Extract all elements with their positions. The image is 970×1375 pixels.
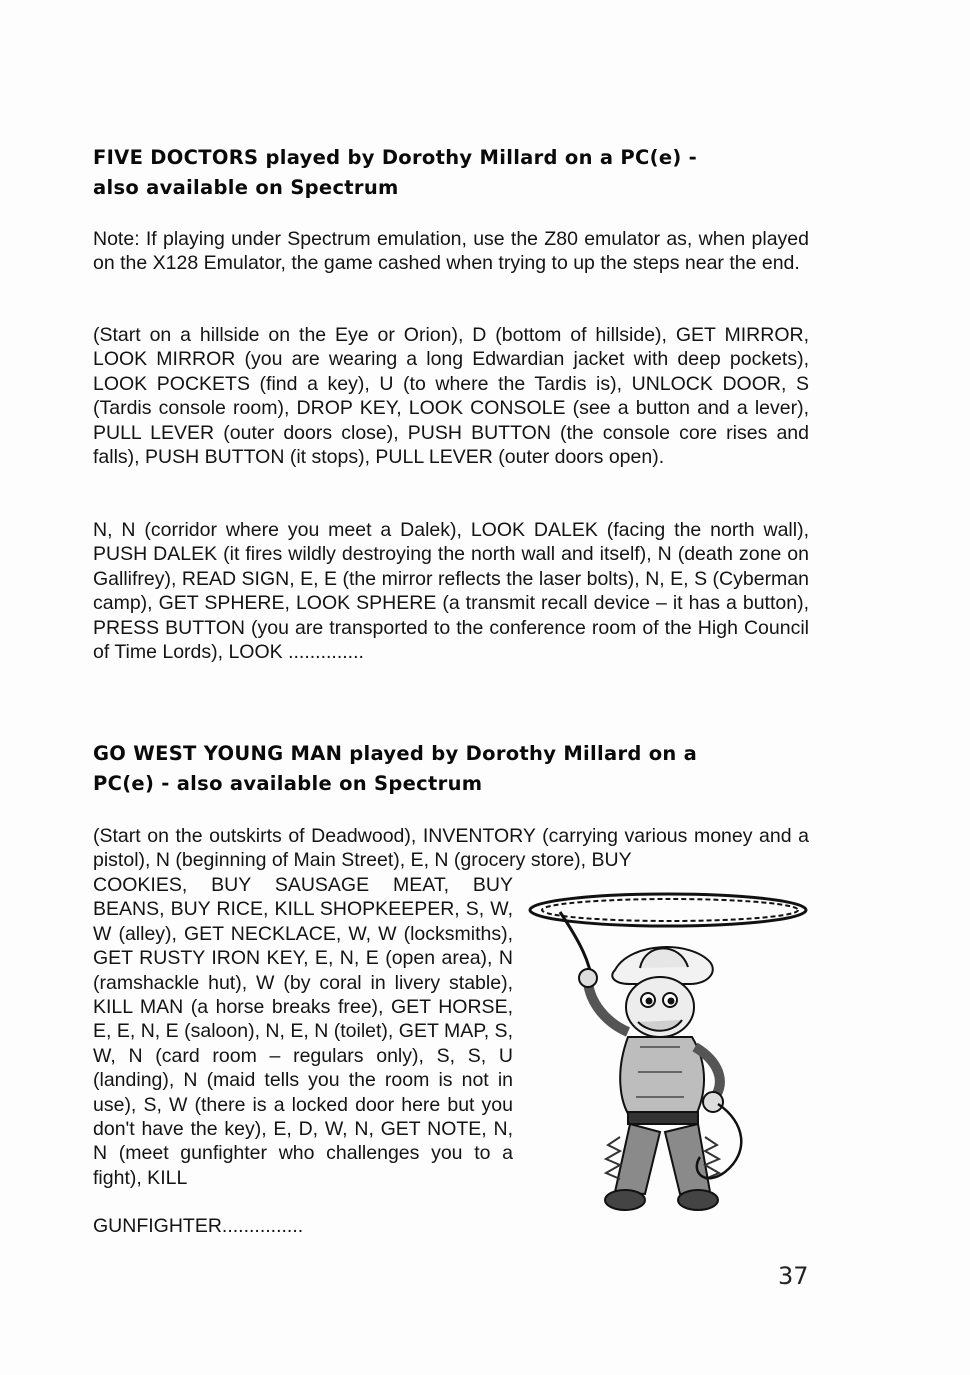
section-heading-five-doctors bbox=[93, 143, 793, 203]
walkthrough-paragraph-3: (Start on the outskirts of Deadwood), INVENTORY (carrying various money and a pistol), N (beginning of Main Street), E, N (grocery store), BUY bbox=[93, 825, 809, 872]
walkthrough-paragraph-1: (Start on a hillside on the Eye or Orion), D (bottom of hillside), GET MIRROR, LOOK MIRROR (you are wearing a long Edwardian jacket with deep pockets), LOOK POCKETS (find a key), U (to where the Tardis is), UNLOCK DOOR, S (Tardis console room), DROP KEY, LOOK CONSOLE (see a button and a lever), PULL LEVER (outer doors close), PUSH BUTTON (the console core rises and falls), PUSH BUTTON (it stops), PULL LEVER (outer doors open). bbox=[93, 324, 809, 469]
cowboy-lasso-illustration bbox=[520, 872, 820, 1222]
heading-line-1: FIVE DOCTORS played by Dorothy Millard on a PC(e) - bbox=[93, 146, 698, 169]
heading-line-2: PC(e) - also available on Spectrum bbox=[93, 772, 483, 795]
section-heading-go-west bbox=[93, 739, 793, 799]
heading-line-1: GO WEST YOUNG MAN played by Dorothy Millard on a bbox=[93, 742, 698, 765]
note-paragraph: Note: If playing under Spectrum emulation, use the Z80 emulator as, when played on the X128 Emulator, the game cashed when trying to up the steps near the end. bbox=[93, 228, 809, 275]
walkthrough-paragraph-2: N, N (corridor where you meet a Dalek), LOOK DALEK (facing the north wall), PUSH DALEK (it fires wildly destroying the north wall and itself), N (death zone on Gallifrey), READ SIGN, E, E (the mirror reflects the laser bolts), N, E, S (Cyberman camp), GET SPHERE, LOOK SPHERE (a transmit recall device – it has a button), PRESS BUTTON (you are transported to the conference room of the High Council of Time Lords), LOOK .............. bbox=[93, 519, 809, 664]
heading-line-2: also available on Spectrum bbox=[93, 176, 399, 199]
page-number: 37 bbox=[778, 1262, 809, 1290]
walkthrough-paragraph-3-continued: COOKIES, BUY SAUSAGE MEAT, BUY BEANS, BUY RICE, KILL SHOPKEEPER, S, W, W (alley), GET NECKLACE, W, W (locksmiths), GET RUSTY IRON KEY, E, N, E (open area), N (ramshackle hut), W (by coral in livery stable), KILL MAN (a horse breaks free), GET HORSE, E, E, N, E (saloon), N, E, N (toilet), GET MAP, S, W, N (card room – regulars only), S, S, U (landing), N (maid tells you the room is not in use), S, W (there is a locked door here but you don't have the key), E, D, W, N, GET NOTE, N, N (meet gunfighter who challenges you to a fight), KILL bbox=[93, 874, 513, 1189]
walkthrough-paragraph-3-end: GUNFIGHTER............... bbox=[93, 1215, 304, 1237]
